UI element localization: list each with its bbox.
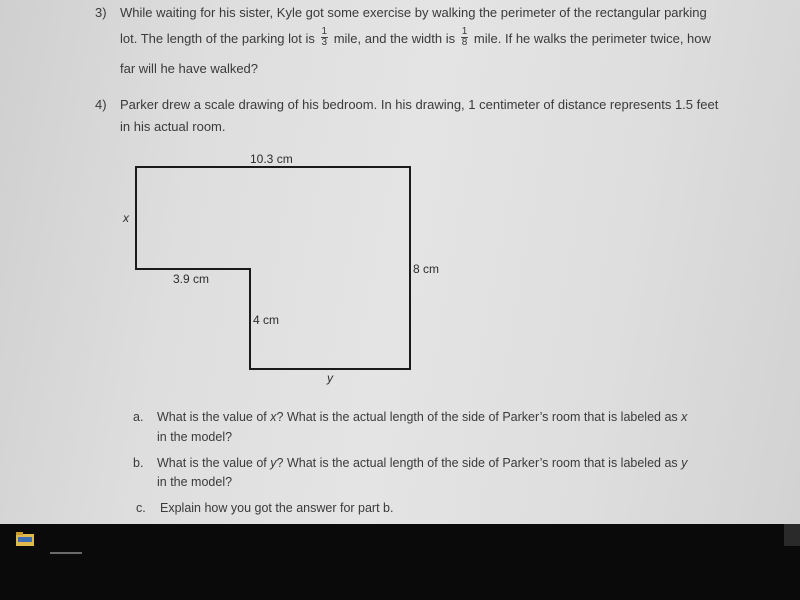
x-side-label: x: [123, 211, 129, 225]
inner-vertical-label: 4 cm: [253, 313, 280, 327]
right-side-label: 8 cm: [413, 262, 440, 276]
q4-line-1: Parker drew a scale drawing of his bedroom. In his drawing, 1 centimeter of distance represents 1.5 feet: [120, 97, 719, 112]
q3-line-2a: lot. The length of the parking lot is: [120, 30, 315, 46]
y-side-label: y: [327, 371, 333, 385]
part-c-line-1: Explain how you got the answer for part b.: [160, 501, 394, 515]
part-b-letter: b.: [133, 456, 144, 470]
show-desktop-button[interactable]: [784, 524, 800, 546]
width-fraction: $\frac{1}{8}$: [461, 26, 468, 48]
file-explorer-icon[interactable]: [16, 532, 34, 546]
inner-horizontal-label: 3.9 cm: [173, 272, 210, 286]
q4-line-2: in his actual room.: [120, 119, 226, 134]
q3-number: 3): [95, 5, 107, 20]
q3-line-1: While waiting for his sister, Kyle got some exercise by walking the perimeter of the rectangular parking: [120, 5, 707, 20]
q4-number: 4): [95, 97, 107, 112]
length-fraction: $\frac{1}{3}$: [321, 26, 328, 48]
part-a-line-2: in the model?: [157, 430, 233, 444]
part-a-line-1: What is the value of x? What is the actual length of the side of Parker’s room that is labeled as x: [157, 410, 688, 424]
part-b-line-1: What is the value of y? What is the actual length of the side of Parker’s room that is labeled as y: [157, 456, 688, 470]
part-c-letter: c.: [136, 501, 146, 515]
taskbar: [0, 524, 800, 600]
q3-line-2c: mile. If he walks the perimeter twice, how: [473, 30, 711, 46]
part-b-line-2: in the model?: [157, 475, 233, 489]
part-a-letter: a.: [133, 410, 144, 424]
q3-line-2b: mile, and the width is: [333, 30, 456, 46]
taskbar-app-indicator[interactable]: [50, 552, 82, 554]
room-outline: [136, 167, 410, 369]
top-side-label: 10.3 cm: [250, 152, 293, 166]
q3-line-3: far will he have walked?: [120, 61, 259, 76]
